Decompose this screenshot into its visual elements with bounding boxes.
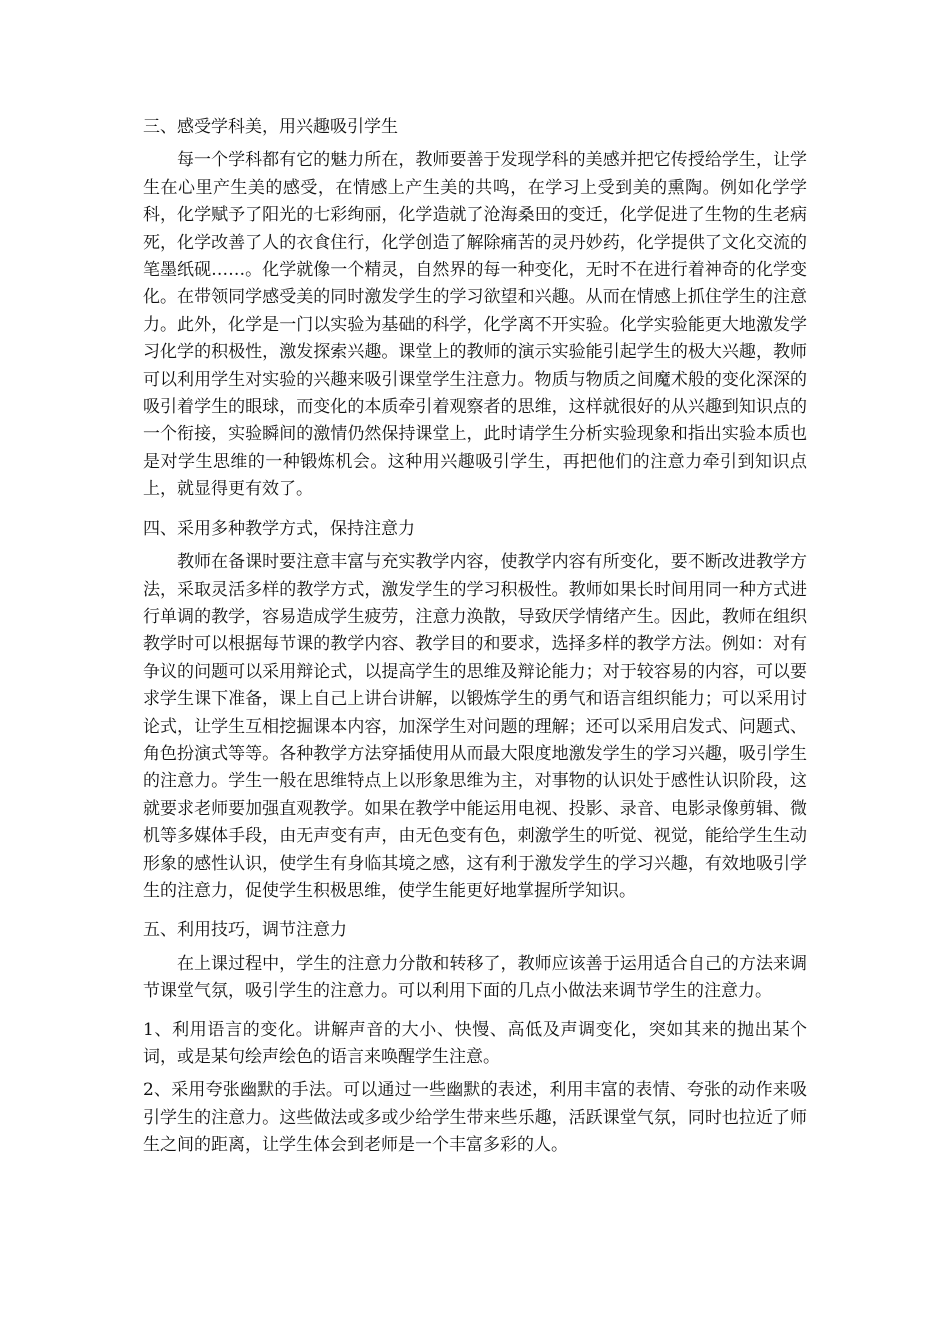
list-item: 2、采用夸张幽默的手法。可以通过一些幽默的表述，利用丰富的表情、夸张的动作来吸引学生的注意力。这些做法或多或少给学生带来些乐趣，活跃课堂气氛，同时也拉近了师生之间的距离，让学生体会到老师是一个丰富多彩的人。 bbox=[143, 1080, 807, 1156]
section-paragraph: 在上课过程中，学生的注意力分散和转移了，教师应该善于运用适合自己的方法来调节课堂气氛，吸引学生的注意力。可以利用下面的几点小做法来调节学生的注意力。 bbox=[143, 953, 807, 1002]
list-item: 1、利用语言的变化。讲解声音的大小、快慢、高低及声调变化，突如其来的抛出某个词，或是某句绘声绘色的语言来唤醒学生注意。 bbox=[143, 1019, 807, 1067]
section-paragraph: 每一个学科都有它的魅力所在，教师要善于发现学科的美感并把它传授给学生，让学生在心里产生美的感受，在情感上产生美的共鸣，在学习上受到美的熏陶。例如化学学科，化学赋予了阳光的七彩绚丽，化学造就了沧海桑田的变迁，化学促进了生物的生老病死，化学改善了人的衣食住行，化学创造了解除痛苦的灵丹妙药，化学提供了文化交流的笔墨纸砚……。化学就像一个精灵，自然界的每一种变化，无时不在进行着神奇的化学变化。在带领同学感受美的同时激发学生的学习欲望和兴趣。从而在情感上抓住学生的注意力。此外，化学是一门以实验为基础的科学，化学离不开实验。化学实验能更大地激发学习化学的积极性，激发探索兴趣。课堂上的教师的演示实验能引起学生的极大兴趣，教师可以利用学生对实验的兴趣来吸引课堂学生注意力。物质与物质之间魔术般的变化深深的吸引着学生的眼球，而变化的本质牵引着观察者的思维，这样就很好的从兴趣到知识点的一个衔接，实验瞬间的激情仍然保持课堂上，此时请学生分析实验现象和指出实验本质也是对学生思维的一种锻炼机会。这种用兴趣吸引学生，再把他们的注意力牵引到知识点上，就显得更有效了。 bbox=[143, 150, 807, 500]
numbered-list bbox=[143, 1017, 807, 1160]
section-4 bbox=[143, 516, 807, 906]
section-heading: 三、感受学科美，用兴趣吸引学生 bbox=[143, 117, 398, 137]
section-heading: 四、采用多种教学方式，保持注意力 bbox=[143, 518, 415, 539]
section-heading: 五、利用技巧，调节注意力 bbox=[143, 920, 347, 941]
section-5 bbox=[143, 917, 807, 1005]
section-paragraph: 教师在备课时要注意丰富与充实教学内容，使教学内容有所变化，要不断改进教学方法，采取灵活多样的教学方式，激发学生的学习积极性。教师如果长时间用同一种方式进行单调的教学，容易造成学生疲劳，注意力涣散，导致厌学情绪产生。因此，教师在组织教学时可以根据每节课的教学内容、教学目的和要求，选择多样的教学方法。例如：对有争议的问题可以采用辩论式，以提高学生的思维及辩论能力；对于较容易的内容，可以要求学生课下准备，课上自己上讲台讲解，以锻炼学生的勇气和语言组织能力；可以采用讨论式，让学生互相挖掘课本内容，加深学生对问题的理解；还可以采用启发式、问题式、角色扮演式等等。各种教学方法穿插使用从而最大限度地激发学生的学习兴趣，吸引学生的注意力。学生一般在思维特点上以形象思维为主，对事物的认识处于感性认识阶段，这就要求老师要加强直观教学。如果在教学中能运用电视、投影、录音、电影录像剪辑、微机等多媒体手段，由无声变有声，由无色变有色，刺激学生的听觉、视觉，能给学生生动形象的感性认识，使学生有身临其境之感，这有利于激发学生的学习兴趣，有效地吸引学生的注意力，促使学生积极思维，使学生能更好地掌握所学知识。 bbox=[143, 552, 807, 901]
section-3 bbox=[143, 114, 807, 504]
